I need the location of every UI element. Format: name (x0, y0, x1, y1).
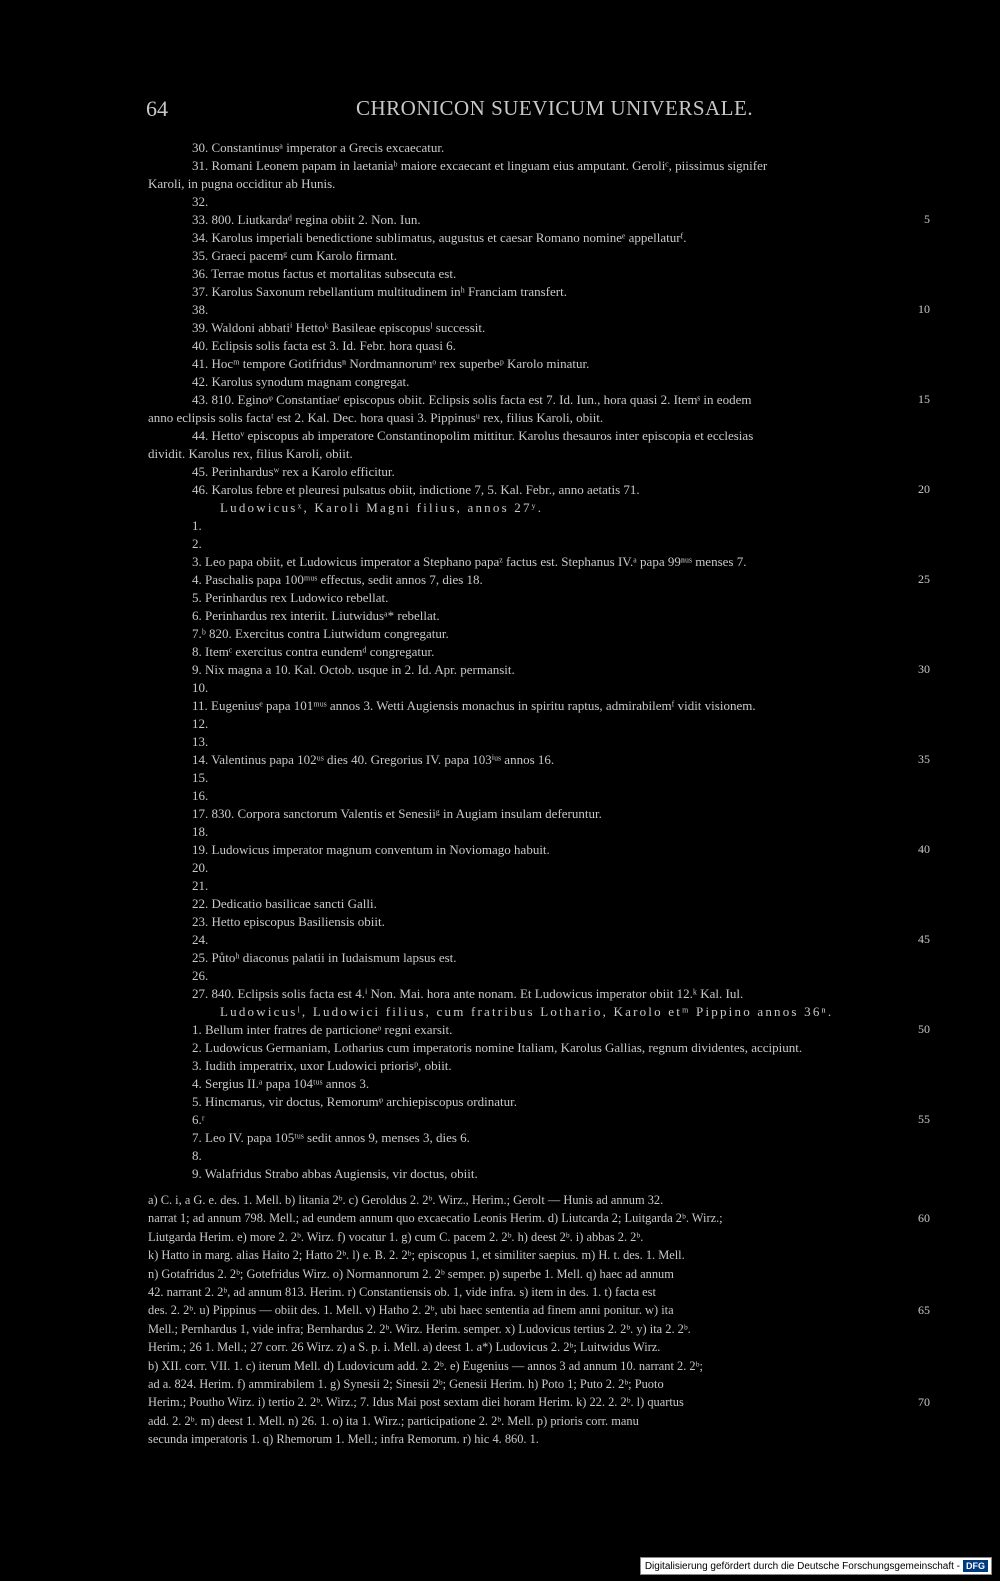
entry-line-text: 23. Hetto episcopus Basiliensis obiit. (192, 914, 385, 929)
entry-line (0, 338, 1000, 356)
entry-line-text: 46. Karolus febre et pleuresi pulsatus obiit, indictione 7, 5. Kal. Febr., anno aetatis 71. (192, 482, 640, 497)
page-number: 64 (146, 96, 168, 121)
line-number: 70 (918, 1395, 930, 1410)
note-line-text: ad a. 824. Herim. f) ammirabilem 1. g) Synesii 2; Sinesii 2ᵇ; Genesii Herim. h) Poto 1; Puto 2. 2ᵇ; Puoto (148, 1377, 664, 1391)
entry-line (0, 500, 1000, 518)
entry-line (0, 248, 1000, 266)
entry-line-text: 41. Hocᵐ tempore Gotifridusⁿ Nordmannorumᵒ rex superbeᵖ Karolo minatur. (192, 356, 590, 371)
entry-line-text: 5. Hincmarus, vir doctus, Remorumᵠ archiepiscopus ordinatur. (192, 1094, 517, 1109)
entry-line (0, 644, 1000, 662)
entry-line-text: 4. Sergius II.ᵃ papa 104ᵗᵘˢ annos 3. (192, 1076, 370, 1091)
entry-line-text: 2. Ludowicus Germaniam, Lotharius cum imperatoris nomine Italiam, Karolus Gallias, regnum dividentes, accipiunt. (192, 1040, 803, 1055)
note-line (0, 1414, 1000, 1432)
entry-line-text: 7.ᵇ 820. Exercitus contra Liutwidum congregatur. (192, 626, 449, 641)
entry-line (0, 608, 1000, 626)
entry-line (0, 554, 1000, 572)
entry-line-text: 1. Bellum inter fratres de particioneᵒ regni exarsit. (192, 1022, 453, 1037)
line-number: 20 (918, 482, 930, 496)
running-title: CHRONICON SUEVICUM UNIVERSALE. (356, 96, 754, 120)
entry-line-text: 45. Perinhardusʷ rex a Karolo efficitur. (192, 464, 395, 479)
line-number: 10 (918, 302, 930, 316)
entry-line-text: 36. Terrae motus factus et mortalitas subsecuta est. (192, 266, 457, 281)
line-number: 15 (918, 392, 930, 406)
entry-line-text: 1. (192, 518, 202, 533)
entry-line (0, 1058, 1000, 1076)
entry-line-text: 20. (192, 860, 209, 875)
entry-line-text: 10. (192, 680, 209, 695)
entry-line (0, 392, 1000, 410)
note-line (0, 1322, 1000, 1340)
entry-line (0, 806, 1000, 824)
entry-line-text: Karoli, in pugna occiditur ab Hunis. (148, 176, 336, 191)
entry-line (0, 842, 1000, 860)
entry-line-text: 32. (192, 194, 209, 209)
note-line-text: narrat 1; ad annum 798. Mell.; ad eundem annum quo excaecatio Leonis Herim. d) Liutcarda 2; Luitgarda 2ᵇ. Wirz.; (148, 1211, 723, 1226)
line-number: 30 (918, 662, 930, 676)
entry-line (0, 914, 1000, 932)
entry-line-text: dividit. Karolus rex, filius Karoli, obiit. (148, 446, 353, 461)
entry-line (0, 680, 1000, 698)
entry-line (0, 626, 1000, 644)
entry-line-text: 44. Hettoᵛ episcopus ab imperatore Constantinopolim mittitur. Karolus thesauros inter episcopia et ecclesias (192, 428, 754, 443)
entry-line (0, 212, 1000, 230)
entry-line (0, 1022, 1000, 1040)
entry-line-text: 42. Karolus synodum magnam congregat. (192, 374, 410, 389)
note-line-text: a) C. i, a G. e. des. 1. Mell. b) litania 2ᵇ. c) Geroldus 2. 2ᵇ. Wirz., Herim.; Gerolt — Hunis ad annum 32. (148, 1193, 664, 1207)
entry-line (0, 1112, 1000, 1130)
entry-line (0, 1004, 1000, 1022)
entry-line-text: 34. Karolus imperiali benedictione sublimatus, augustus et caesar Romano nomineᵉ appellaturᶠ. (192, 230, 687, 245)
note-line (0, 1285, 1000, 1303)
entry-line-text: 39. Waldoni abbatiⁱ Hettoᵏ Basileae episcopusˡ successit. (192, 320, 486, 335)
note-line (0, 1377, 1000, 1395)
entry-line (0, 194, 1000, 212)
entry-line (0, 932, 1000, 950)
entry-line (0, 374, 1000, 392)
line-number: 50 (918, 1022, 930, 1036)
entry-line-text: 8. Itemᶜ exercitus contra eundemᵈ congregatur. (192, 644, 435, 659)
note-line (0, 1193, 1000, 1211)
entry-line (0, 968, 1000, 986)
entry-line-text: 25. Půtoʰ diaconus palatii in Iudaismum lapsus est. (192, 950, 457, 965)
entry-line (0, 446, 1000, 464)
line-number: 35 (918, 752, 930, 766)
entry-line-text: 2. (192, 536, 202, 551)
line-number: 25 (918, 572, 930, 586)
entry-line (0, 266, 1000, 284)
entry-line-text: 18. (192, 824, 209, 839)
note-line-text: Liutgarda Herim. e) more 2. 2ᵇ. Wirz. f) vocatur 1. g) cum C. pacem 2. 2ᵇ. h) deest 2ᵇ. i) abbas 2. 2ᵇ. (148, 1229, 644, 1244)
line-number: 45 (918, 932, 930, 946)
entry-line-text: 3. Leo papa obiit, et Ludowicus imperator a Stephano papaᶻ factus est. Stephanus IV.ᵃ papa 99ⁿᵘˢ menses 7. (192, 554, 747, 569)
entry-line-text: 9. Walafridus Strabo abbas Augiensis, vir doctus, obiit. (192, 1166, 478, 1181)
entry-line (0, 284, 1000, 302)
note-line (0, 1432, 1000, 1450)
entry-line (0, 518, 1000, 536)
entry-line-text: 15. (192, 770, 209, 785)
line-number: 40 (918, 842, 930, 856)
entry-line-text: 6.ʳ (192, 1112, 205, 1127)
entry-line (0, 590, 1000, 608)
entry-line (0, 788, 1000, 806)
entry-line (0, 572, 1000, 590)
entry-line (0, 1166, 1000, 1184)
entry-line-text: 37. Karolus Saxonum rebellantium multitudinem inʰ Franciam transfert. (192, 284, 567, 299)
note-line (0, 1230, 1000, 1248)
entry-line (0, 860, 1000, 878)
entry-line-text: 24. (192, 932, 209, 947)
dfg-logo-icon: DFG (963, 1560, 988, 1572)
entry-line-text: 21. (192, 878, 209, 893)
entry-line-text: 27. 840. Eclipsis solis facta est 4.ⁱ Non. Mai. hora ante nonam. Et Ludowicus imperator obiit 12.ᵏ Kal. Iul. (192, 986, 744, 1001)
entry-line-text: 3. Iudith imperatrix, uxor Ludowici priorisᵖ, obiit. (192, 1058, 452, 1073)
note-line (0, 1211, 1000, 1229)
funding-notice (640, 1557, 992, 1575)
entry-line-text: 43. 810. Eginoᵠ Constantiaeʳ episcopus obiit. Eclipsis solis facta est 7. Id. Iun., hora quasi 2. Itemˢ in eodem (192, 392, 752, 407)
note-line (0, 1395, 1000, 1413)
note-line-text: Herim.; 26 1. Mell.; 27 corr. 26 Wirz. z) a S. p. i. Mell. a) deest 1. a*) Ludovicus 2. 2ᵇ; Luitwidus Wirz. (148, 1340, 661, 1355)
entry-line (0, 536, 1000, 554)
entry-line (0, 698, 1000, 716)
entry-line-text: 12. (192, 716, 209, 731)
entry-line (0, 734, 1000, 752)
footnotes (0, 1193, 1000, 1453)
note-line (0, 1248, 1000, 1266)
entry-line (0, 1094, 1000, 1112)
entry-line (0, 158, 1000, 176)
entry-line (0, 482, 1000, 500)
line-number: 55 (918, 1112, 930, 1126)
note-line (0, 1303, 1000, 1321)
entry-line (0, 1130, 1000, 1148)
entry-line (0, 716, 1000, 734)
line-number: 65 (918, 1303, 930, 1318)
entry-line-text: 26. (192, 968, 209, 983)
entry-line (0, 320, 1000, 338)
note-line-text: Herim.; Poutho Wirz. i) tertio 2. 2ᵇ. Wirz.; 7. Idus Mai post sextam diei horam Herim. k) 22. 2. 2ᵇ. l) quartus (148, 1395, 684, 1410)
entry-line (0, 752, 1000, 770)
entry-line-text: 38. (192, 302, 209, 317)
funding-text: Digitalisierung gefördert durch die Deutsche Forschungsgemeinschaft - (644, 1560, 960, 1572)
entry-line-text: 35. Graeci pacemᵍ cum Karolo firmant. (192, 248, 397, 263)
entry-line-text: 8. (192, 1148, 202, 1163)
note-line-text: n) Gotafridus 2. 2ᵇ; Gotefridus Wirz. o) Normannorum 2. 2ᵇ semper. p) superbe 1. Mell. q) haec ad annum (148, 1266, 674, 1281)
entry-line (0, 428, 1000, 446)
entry-line (0, 824, 1000, 842)
entry-line (0, 1148, 1000, 1166)
entry-line (0, 302, 1000, 320)
entry-line-text: 33. 800. Liutkardaᵈ regina obiit 2. Non. Iun. (192, 212, 421, 227)
entry-line-text: 17. 830. Corpora sanctorum Valentis et Senesiiᵍ in Augiam insulam deferuntur. (192, 806, 602, 821)
entry-line-text: 11. Eugeniusᵉ papa 101ᵐᵘˢ annos 3. Wetti Augiensis monachus in spiritu raptus, admirabilemᶠ vidit visionem. (192, 698, 756, 713)
entry-line (0, 986, 1000, 1004)
entry-line-text: 22. Dedicatio basilicae sancti Galli. (192, 896, 377, 911)
entry-line (0, 356, 1000, 374)
entry-line (0, 950, 1000, 968)
entry-line (0, 662, 1000, 680)
entry-line (0, 230, 1000, 248)
note-line (0, 1267, 1000, 1285)
entry-line-text: 13. (192, 734, 209, 749)
entry-line-text: anno eclipsis solis factaᵗ est 2. Kal. Dec. hora quasi 3. Pippinusᵘ rex, filius Karoli, obiit. (148, 410, 604, 425)
entry-line (0, 410, 1000, 428)
entry-line-text: Ludowicusˣ, Karoli Magni filius, annos 27ʸ. (220, 500, 544, 515)
entry-line-text: Ludowicusˡ, Ludowici filius, cum fratribus Lothario, Karolo etᵐ Pippino annos 36ⁿ. (220, 1004, 834, 1019)
entry-line-text: 14. Valentinus papa 102ᵘˢ dies 40. Gregorius IV. papa 103ⁱᵘˢ annos 16. (192, 752, 555, 767)
entry-line-text: 19. Ludowicus imperator magnum conventum in Noviomago habuit. (192, 842, 550, 857)
entry-line (0, 896, 1000, 914)
note-line-text: b) XII. corr. VII. 1. c) iterum Mell. d) Ludovicum add. 2. 2ᵇ. e) Eugenius — annos 3 ad annum 10. narrant 2. 2ᵇ; (148, 1358, 703, 1373)
line-number: 60 (918, 1211, 930, 1226)
entry-line (0, 464, 1000, 482)
entry-line-text: 16. (192, 788, 209, 803)
entry-line (0, 1076, 1000, 1094)
entry-line (0, 176, 1000, 194)
note-line (0, 1359, 1000, 1377)
line-number: 5 (924, 212, 930, 226)
entry-line (0, 1040, 1000, 1058)
entry-line-text: 4. Paschalis papa 100ᵐᵘˢ effectus, sedit annos 7, dies 18. (192, 572, 483, 587)
note-line-text: Mell.; Pernhardus 1, vide infra; Bernhardus 2. 2ᵇ. Wirz. Herim. semper. x) Ludovicus tertius 2. 2ᵇ. y) ita 2. 2ᵇ. (148, 1321, 691, 1336)
entry-line-text: 30. Constantinusᵃ imperator a Grecis excaecatur. (192, 140, 445, 155)
entry-line (0, 770, 1000, 788)
entry-line-text: 5. Perinhardus rex Ludowico rebellat. (192, 590, 389, 605)
note-line (0, 1340, 1000, 1358)
entry-line-text: 9. Nix magna a 10. Kal. Octob. usque in 2. Id. Apr. permansit. (192, 662, 515, 677)
note-line-text: secunda imperatoris 1. q) Rhemorum 1. Mell.; infra Remorum. r) hic 4. 860. 1. (148, 1432, 539, 1447)
note-line-text: add. 2. 2ᵇ. m) deest 1. Mell. n) 26. 1. o) ita 1. Wirz.; participatione 2. 2ᵇ. Mell. p) prioris corr. manu (148, 1413, 639, 1428)
entry-line (0, 878, 1000, 896)
note-line-text: k) Hatto in marg. alias Haito 2; Hatto 2ᵇ. l) e. B. 2. 2ᵇ; episcopus 1, et similiter saepius. m) H. t. des. 1. Mell. (148, 1248, 685, 1263)
entry-line-text: 7. Leo IV. papa 105ᵗᵘˢ sedit annos 9, menses 3, dies 6. (192, 1130, 470, 1145)
entry-line-text: 40. Eclipsis solis facta est 3. Id. Febr. hora quasi 6. (192, 338, 456, 353)
note-line-text: 42. narrant 2. 2ᵇ, ad annum 813. Herim. r) Constantiensis ob. 1, vide infra. s) item in des. 1. t) facta est (148, 1285, 656, 1299)
entry-line-text: 31. Romani Leonem papam in laetaniaᵇ maiore excaecant et linguam eius amputant. Geroliᶜ, piissimus signifer (192, 158, 768, 173)
note-line-text: des. 2. 2ᵇ. u) Pippinus — obiit des. 1. Mell. v) Hatho 2. 2ᵇ, ubi haec sententia ad finem anni ponitur. w) ita (148, 1303, 674, 1318)
entry-line (0, 140, 1000, 158)
entry-line-text: 6. Perinhardus rex interiit. Liutwidusᵃ* rebellat. (192, 608, 440, 623)
chronicle-entries (0, 140, 1000, 1185)
